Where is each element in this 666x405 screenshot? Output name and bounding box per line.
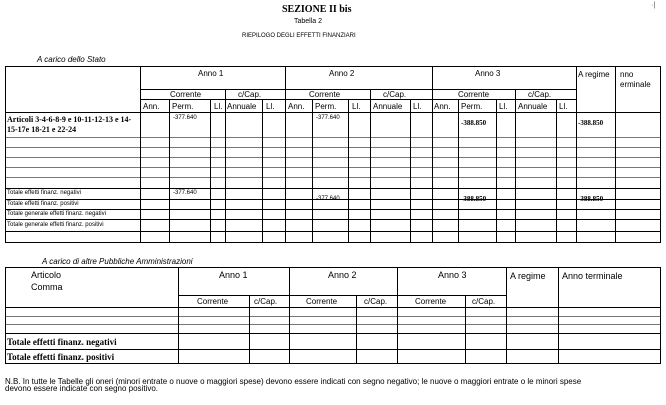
t1-hline: [140, 89, 577, 90]
t2-a-regime-header: A regime: [510, 271, 546, 281]
t1-vline: [348, 99, 349, 242]
t1-bottom-border: [5, 242, 661, 243]
t1-anno-terminale-line2: erminale: [620, 80, 651, 89]
t1-row-a-regime: -388.850: [578, 119, 604, 127]
t1-year2-header: Anno 2: [329, 69, 355, 78]
t1-y2-ll: Ll.: [352, 102, 361, 111]
t1-hline: [5, 167, 661, 168]
t2-hline: [5, 307, 661, 308]
t2-vline: [289, 267, 290, 363]
t1-row-y1-perm: -377.640: [173, 115, 197, 121]
t1-total-label: Totale generale effetti finanz. positivi: [7, 222, 104, 228]
t1-a-regime-header: A regime: [578, 70, 610, 79]
t1-y3-perm: Perm.: [461, 102, 483, 111]
table-number: Tabella 2: [294, 18, 323, 25]
t1-total-y1: -377.640: [173, 190, 197, 196]
t2-vline: [660, 267, 661, 363]
t1-y3-ll: Ll.: [499, 102, 508, 111]
t2-y2-ccap: c/Cap.: [364, 297, 388, 306]
t1-vline: [410, 99, 411, 242]
t1-hline: [5, 157, 661, 158]
t2-total-negativi: Totale effetti finanz. negativi: [7, 337, 117, 347]
t1-y3-annuale: Annuale: [518, 102, 548, 111]
t1-anno-terminale-line1: nno: [620, 70, 634, 79]
t1-year3-header: Anno 3: [475, 69, 501, 78]
t2-y3-corrente: Corrente: [415, 297, 447, 306]
t1-total-y3: -388.850: [461, 195, 487, 203]
t2-y1-corrente: Corrente: [197, 297, 229, 306]
t2-hline: [5, 316, 661, 317]
t1-vline: [458, 99, 459, 242]
t2-vline: [178, 267, 179, 363]
t1-y3-corrente: Corrente: [458, 90, 490, 99]
t1-vline: [5, 66, 6, 242]
t1-vline: [312, 99, 313, 242]
table2-title: A carico di altre Pubbliche Amministrazioni: [42, 257, 193, 266]
t1-hline: [5, 219, 661, 220]
t1-y1-corrente: Corrente: [170, 90, 202, 99]
t1-hline: [5, 209, 661, 210]
page-subtitle: RIEPILOGO DEGLI EFFETTI FINANZIARI: [242, 33, 356, 39]
t1-total-label: Totale effetti finanz. negativi: [7, 190, 81, 196]
t2-bottom-border: [5, 363, 661, 364]
t2-y1-ccap: c/Cap.: [254, 297, 278, 306]
t2-vline: [356, 295, 357, 363]
t2-hline: [5, 324, 661, 325]
t2-year1-header: Anno 1: [219, 270, 248, 280]
t1-vline: [169, 99, 170, 242]
t1-vline: [285, 66, 286, 242]
t1-year1-header: Anno 1: [198, 69, 224, 78]
t1-y2-ann: Ann.: [288, 102, 305, 111]
t1-hline: [140, 99, 577, 100]
t1-vline: [556, 99, 557, 242]
t1-hline: [5, 112, 661, 113]
t1-y1-ccap: c/Cap.: [238, 90, 262, 99]
t1-y3-ccap: c/Cap.: [528, 90, 552, 99]
t2-hline: [5, 349, 661, 350]
t1-y3-ann: Ann.: [434, 102, 451, 111]
t1-hline: [5, 231, 661, 232]
t1-vline: [225, 89, 226, 242]
t1-row-label: Articoli 3-4-6-8-9 e 10-11-12-13 e 14-15-17e 18-21 e 22-24: [7, 115, 132, 134]
t2-anno-terminale-header: Anno terminale: [562, 271, 623, 281]
t2-year3-header: Anno 3: [438, 270, 467, 280]
t1-hline: [5, 137, 661, 138]
t2-vline: [249, 295, 250, 363]
t1-y1-ll2: Ll.: [266, 102, 275, 111]
t1-vline: [615, 66, 616, 242]
t1-top-border: [5, 66, 661, 67]
t1-y1-ann: Ann.: [143, 102, 160, 111]
t2-y2-corrente: Corrente: [306, 297, 338, 306]
t1-y2-ll2: Ll.: [413, 102, 422, 111]
t1-total-reg: -388.850: [578, 195, 604, 203]
t1-y2-perm: Perm.: [315, 102, 337, 111]
t1-hline: [5, 177, 661, 178]
t1-vline: [515, 89, 516, 242]
t2-vline: [465, 295, 466, 363]
corner-mark: ·|: [651, 2, 656, 9]
footnote-line2: devono essere indicate con segno positivo.: [5, 384, 158, 393]
t2-hline: [5, 333, 661, 334]
t1-hline: [5, 147, 661, 148]
t2-articolo-header: Articolo: [31, 270, 62, 280]
t2-year2-header: Anno 2: [328, 270, 357, 280]
t1-y1-annuale: Annuale: [227, 102, 257, 111]
t1-vline: [660, 66, 661, 242]
t2-total-positivi: Totale effetti finanz. positivi: [7, 352, 115, 362]
t1-y2-corrente: Corrente: [309, 90, 341, 99]
t1-vline: [576, 66, 577, 242]
t1-vline: [496, 99, 497, 242]
t1-vline: [370, 89, 371, 242]
t2-hline: [178, 295, 506, 296]
footnote-line1: N.B. In tutte le Tabelle gli oneri (minori entrate o nuove o maggiori spese) devono essere indicati con segno negativo; le nuove o maggiori entrate o le minori spese: [5, 377, 582, 386]
table1-title: A carico dello Stato: [37, 55, 106, 64]
t2-vline: [558, 267, 559, 363]
t1-y2-annuale: Annuale: [373, 102, 403, 111]
t2-vline: [397, 267, 398, 363]
t1-vline: [262, 99, 263, 242]
t1-y2-ccap: c/Cap.: [383, 90, 407, 99]
t2-y3-ccap: c/Cap.: [472, 297, 496, 306]
t1-y1-perm: Perm.: [172, 102, 194, 111]
t1-total-label: Totale effetti finanz. positivi: [7, 201, 79, 207]
t2-top-border: [5, 267, 661, 268]
t1-y1-ll: Ll.: [214, 102, 223, 111]
t1-row-y2-perm: -377.640: [316, 115, 340, 121]
t2-vline: [5, 267, 6, 363]
section-title: SEZIONE II bis: [282, 4, 352, 15]
t1-hline: [5, 188, 661, 189]
t1-y3-ll2: Ll.: [559, 102, 568, 111]
t1-row-y3-perm: -388.850: [461, 119, 487, 127]
t1-vline: [432, 66, 433, 242]
t2-comma-header: Comma: [31, 282, 63, 292]
t1-total-y2: -377.640: [316, 196, 340, 202]
t1-total-label: Totale generale effetti finanz. negativi: [7, 211, 106, 217]
t1-vline: [210, 99, 211, 242]
t1-vline: [140, 66, 141, 242]
t2-vline: [506, 267, 507, 363]
